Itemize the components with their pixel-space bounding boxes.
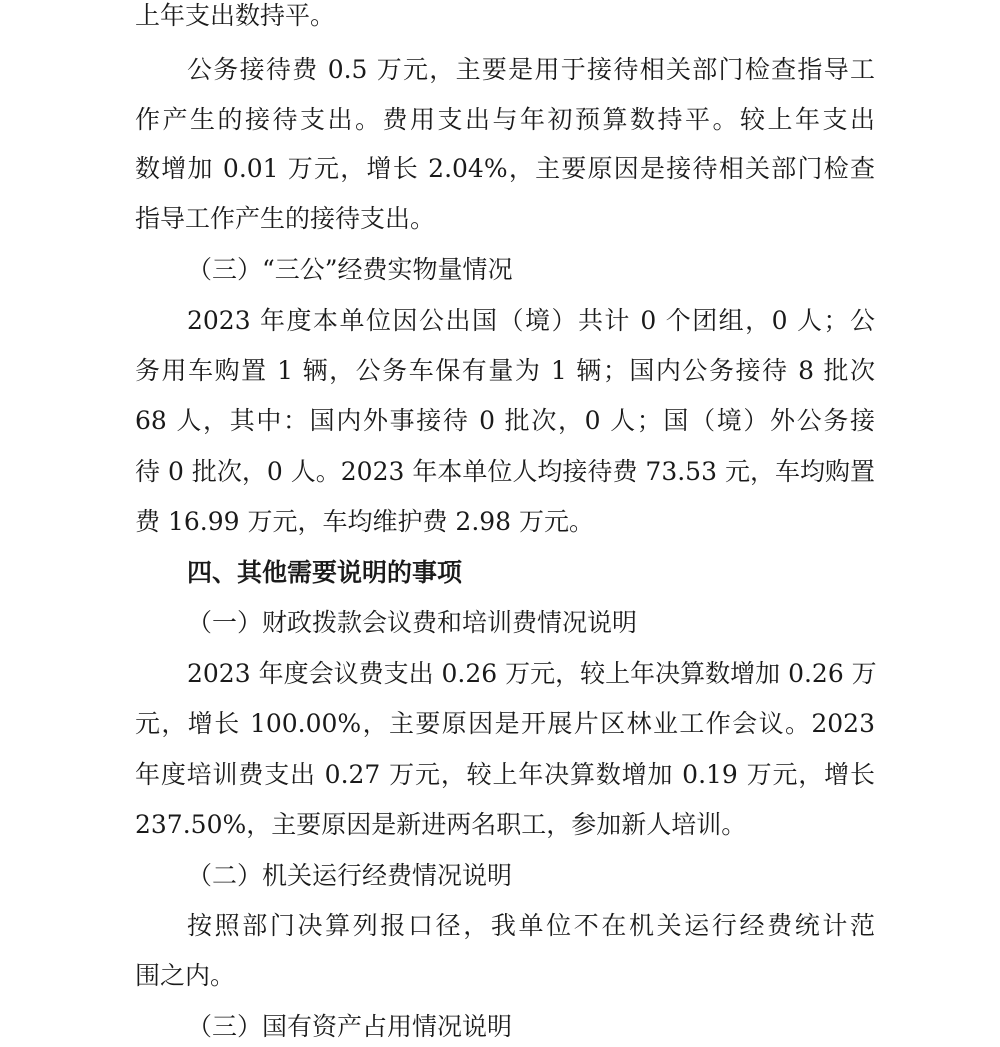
paragraph-line: 上年支出数持平。 bbox=[135, 1, 336, 30]
paragraph-line: 237.50%，主要原因是新进两名职工，参加新人培训。 bbox=[135, 810, 747, 839]
paragraph-line: 年度培训费支出 0.27 万元，较上年决算数增加 0.19 万元，增长 bbox=[135, 760, 875, 789]
paragraph-line: 待 0 批次，0 人。2023 年本单位人均接待费 73.53 元，车均购置 bbox=[135, 457, 875, 486]
paragraph-line: 作产生的接待支出。费用支出与年初预算数持平。较上年支出 bbox=[135, 105, 875, 134]
paragraph-line: 按照部门决算列报口径，我单位不在机关运行经费统计范 bbox=[187, 911, 875, 940]
section-heading: （一）财政拨款会议费和培训费情况说明 bbox=[187, 608, 638, 637]
section-heading: （三）国有资产占用情况说明 bbox=[187, 1012, 513, 1041]
section-heading: （三）“三公”经费实物量情况 bbox=[187, 255, 513, 284]
paragraph-line: 费 16.99 万元，车均维护费 2.98 万元。 bbox=[135, 507, 595, 536]
paragraph-line: 2023 年度本单位因公出国（境）共计 0 个团组，0 人；公 bbox=[187, 306, 875, 335]
paragraph-line: 2023 年度会议费支出 0.26 万元，较上年决算数增加 0.26 万 bbox=[187, 659, 877, 688]
paragraph-line: 务用车购置 1 辆，公务车保有量为 1 辆；国内公务接待 8 批次 bbox=[135, 356, 875, 385]
paragraph-line: 公务接待费 0.5 万元，主要是用于接待相关部门检查指导工 bbox=[187, 55, 875, 84]
chapter-heading: 四、其他需要说明的事项 bbox=[187, 558, 463, 587]
section-heading: （二）机关运行经费情况说明 bbox=[187, 861, 513, 890]
paragraph-line: 围之内。 bbox=[135, 961, 236, 990]
paragraph-line: 68 人，其中：国内外事接待 0 批次，0 人；国（境）外公务接 bbox=[135, 406, 875, 435]
paragraph-line: 元，增长 100.00%，主要原因是开展片区林业工作会议。2023 bbox=[135, 709, 875, 738]
paragraph-line: 数增加 0.01 万元，增长 2.04%，主要原因是接待相关部门检查 bbox=[135, 154, 875, 183]
paragraph-line: 指导工作产生的接待支出。 bbox=[135, 204, 436, 233]
